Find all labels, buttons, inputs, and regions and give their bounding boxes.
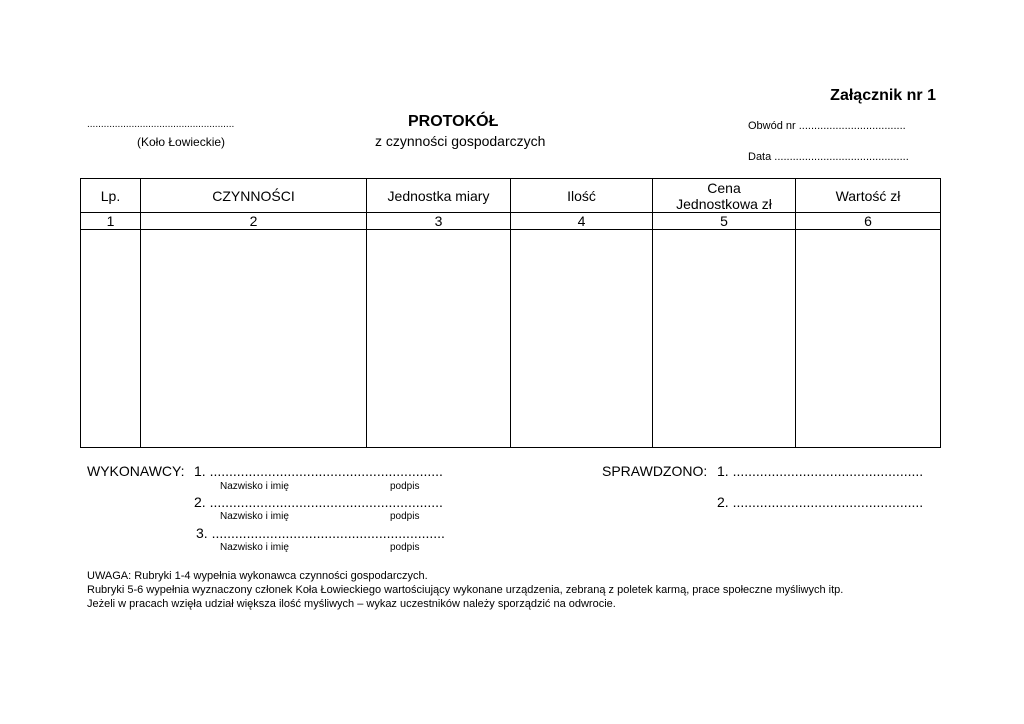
column-number: 6 xyxy=(796,213,941,230)
executor-2-sign-caption: podpis xyxy=(390,511,420,522)
executor-1-sign-caption: podpis xyxy=(390,481,420,492)
checker-2-line: 2. ................................................. xyxy=(717,494,924,510)
entry-cell[interactable] xyxy=(653,230,796,448)
note-line-1: UWAGA: Rubryki 1-4 wypełnia wykonawca czynności gospodarczych. xyxy=(87,570,428,582)
column-number-row xyxy=(81,213,941,230)
entry-cell[interactable] xyxy=(796,230,941,448)
district-field: Obwód nr ................................... xyxy=(748,120,906,132)
header-price-sub: Jednostkowa zł xyxy=(676,195,772,212)
header-value: Wartość zł xyxy=(796,179,941,213)
column-number: 1 xyxy=(81,213,141,230)
document-subtitle: z czynności gospodarczych xyxy=(375,133,546,149)
table-entry-row xyxy=(81,230,941,448)
club-name-line: ..................................................... xyxy=(87,119,235,130)
entry-cell[interactable] xyxy=(81,230,141,448)
executor-3-name-caption: Nazwisko i imię xyxy=(220,542,289,553)
header-activities: CZYNNOŚCI xyxy=(141,179,367,213)
executor-1-line: 1. ............................................................ xyxy=(194,463,443,479)
checker-1-line: 1. ................................................. xyxy=(717,463,924,479)
header-price-label: Cena xyxy=(707,179,741,196)
executors-label: WYKONAWCY: xyxy=(87,463,185,479)
executor-2-name-caption: Nazwisko i imię xyxy=(220,511,289,522)
header-unit: Jednostka miary xyxy=(367,179,511,213)
column-number: 2 xyxy=(141,213,367,230)
entry-cell[interactable] xyxy=(511,230,653,448)
executor-3-sign-caption: podpis xyxy=(390,542,420,553)
checked-label: SPRAWDZONO: xyxy=(602,463,708,479)
header-unit-price xyxy=(653,179,796,213)
executor-2-line: 2. ............................................................ xyxy=(194,494,443,510)
entry-cell[interactable] xyxy=(141,230,367,448)
column-number: 4 xyxy=(511,213,653,230)
table-header-row xyxy=(81,179,941,213)
date-field: Data ............................................ xyxy=(748,151,909,163)
document-title: PROTOKÓŁ xyxy=(408,113,499,130)
club-label: (Koło Łowieckie) xyxy=(137,135,226,149)
note-line-3: Jeżeli w pracach wzięła udział większa ilość myśliwych – wykaz uczestników należy sporządzić na odwrocie. xyxy=(87,598,616,610)
column-number: 5 xyxy=(653,213,796,230)
executor-3-line: 3. ............................................................ xyxy=(196,525,445,541)
entry-cell[interactable] xyxy=(367,230,511,448)
executor-1-name-caption: Nazwisko i imię xyxy=(220,481,289,492)
activities-table xyxy=(80,178,941,448)
attachment-label: Załącznik nr 1 xyxy=(830,87,936,104)
header-lp: Lp. xyxy=(81,179,141,213)
note-line-2: Rubryki 5-6 wypełnia wyznaczony członek Koła Łowieckiego wartościujący wykonane urządzenia, zebraną z poletek karmą, prace społeczne myśliwych itp. xyxy=(87,584,844,596)
column-number: 3 xyxy=(367,213,511,230)
header-quantity: Ilość xyxy=(511,179,653,213)
